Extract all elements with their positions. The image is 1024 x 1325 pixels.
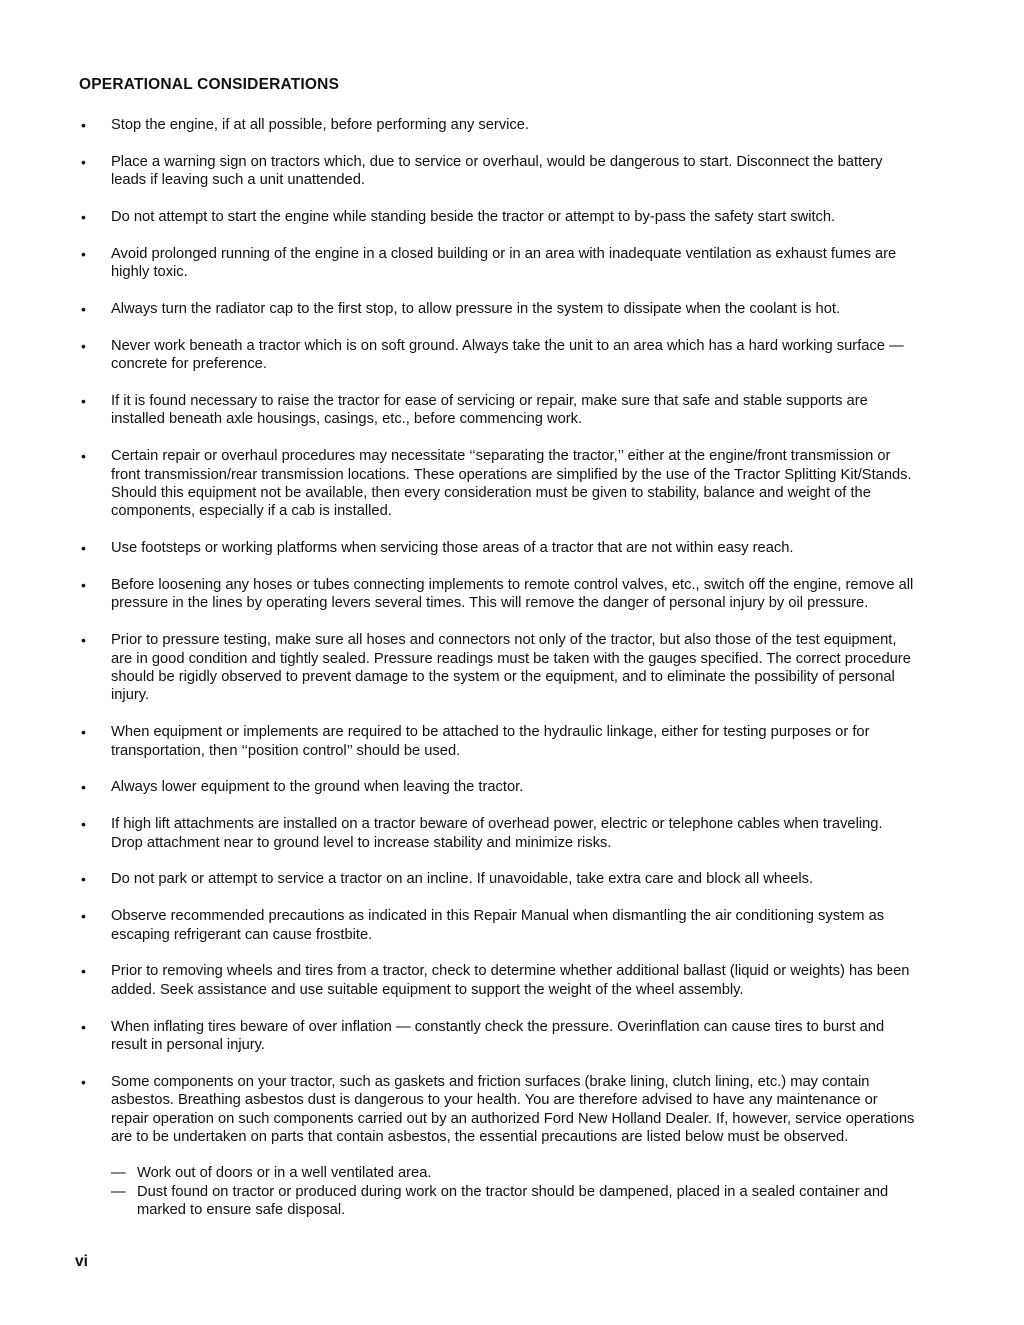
bullet-icon: • (81, 779, 86, 796)
list-item (78, 1073, 918, 1220)
sub-list-item-text: Work out of doors or in a well ventilated area. (137, 1165, 432, 1182)
list-item-text: If it is found necessary to raise the tractor for ease of servicing or repair, make sure that safe and stable supports are installed beneath axle housings, casings, etc., before commencing work. (111, 393, 868, 428)
bullet-icon: • (81, 117, 86, 133)
bullet-icon: • (81, 908, 86, 925)
list-item (78, 208, 918, 226)
dash-icon: — (111, 1165, 126, 1182)
list-item-text: Use footsteps or working platforms when servicing those areas of a tractor that are not within easy reach. (111, 540, 794, 557)
list-item (78, 1018, 918, 1055)
list-item-text: Prior to removing wheels and tires from a tractor, check to determine whether additional ballast (liquid or weights) has been added. Seek assistance and use suitable equipment to support the weight of the wheel assembly. (111, 963, 910, 998)
bullet-icon: • (81, 301, 86, 317)
list-item (78, 447, 918, 521)
bullet-icon: • (81, 1073, 86, 1090)
bullet-icon: • (81, 337, 86, 354)
list-item (78, 631, 918, 705)
list-item-text: Always lower equipment to the ground when leaving the tractor. (111, 779, 524, 796)
list-item (78, 116, 918, 134)
bullet-icon: • (81, 393, 86, 409)
list-item-text: Place a warning sign on tractors which, due to service or overhaul, would be dangerous to start. Disconnect the battery leads if leaving such a unit unattended. (111, 153, 883, 189)
list-item-text: If high lift attachments are installed on a tractor beware of overhead power, electric or telephone cables when traveling. Drop attachment near to ground level to increase stability and minimize risks. (111, 816, 883, 851)
list-item (78, 907, 918, 944)
asbestos-precautions-list (111, 1164, 918, 1219)
list-item-text: Always turn the radiator cap to the first stop, to allow pressure in the system to dissipate when the coolant is hot. (111, 301, 841, 317)
list-item-text: Observe recommended precautions as indicated in this Repair Manual when dismantling the air conditioning system as escaping refrigerant can cause frostbite. (111, 908, 885, 943)
sub-list-item (111, 1164, 918, 1182)
list-item (78, 962, 918, 999)
list-item (78, 539, 918, 557)
list-item (78, 153, 918, 190)
list-item-text: Certain repair or overhaul procedures may necessitate ‘‘separating the tractor,’’ either at the engine/front transmission or front transmission/rear transmission locations. These operations are simplified by the use of the Tractor Splitting Kit/Stands. Should this equipment not be available, then every consideration must be given to stability, balance and weight of the components, especially if a cab is installed. (111, 448, 912, 520)
list-item (78, 778, 918, 796)
list-item (78, 870, 918, 888)
page-title: OPERATIONAL CONSIDERATIONS (79, 76, 340, 93)
list-item (78, 300, 918, 318)
list-item-text: Before loosening any hoses or tubes connecting implements to remote control valves, etc., switch off the engine, remove all pressure in the lines by operating levers several times. This will remove the danger of personal injury by oil pressure. (111, 577, 914, 612)
list-item-text: When inflating tires beware of over inflation — constantly check the pressure. Overinflation can cause tires to burst and result in personal injury. (111, 1018, 885, 1054)
list-item (78, 723, 918, 760)
bullet-icon: • (81, 871, 86, 888)
list-item-text: Do not attempt to start the engine while standing beside the tractor or attempt to by-pass the safety start switch. (111, 209, 836, 225)
list-item-text: Prior to pressure testing, make sure all hoses and connectors not only of the tractor, but also those of the test equipment, are in good condition and tightly sealed. Pressure readings must be taken with the gauges specified. The correct procedure should be rigidly observed to prevent damage to the system or the equipment, and to eliminate the possibility of personal injury. (111, 632, 911, 704)
safety-bullet-list (78, 116, 918, 1238)
bullet-icon: • (81, 245, 86, 262)
bullet-icon: • (81, 1018, 86, 1035)
list-item-text: Never work beneath a tractor which is on soft ground. Always take the unit to an area which has a hard working surface — concrete for preference. (111, 337, 904, 373)
bullet-icon: • (81, 632, 86, 649)
bullet-icon: • (81, 540, 86, 557)
bullet-icon: • (81, 448, 86, 465)
page-number: vi (75, 1253, 88, 1270)
list-item-text: When equipment or implements are required to be attached to the hydraulic linkage, either for testing purposes or for transportation, then ‘‘position control’’ should be used. (111, 724, 870, 759)
list-item-text: Some components on your tractor, such as gaskets and friction surfaces (brake lining, clutch lining, etc.) may contain asbestos. Breathing asbestos dust is dangerous to your health. You are therefore advised to have any maintenance or repair operation on such components carried out by an authorized Ford New Holland Dealer. If, however, service operations are to be undertaken on parts that contain asbestos, the essential precautions are listed below must be observed. (111, 1073, 915, 1146)
dash-icon: — (111, 1183, 126, 1200)
list-item-text: Avoid prolonged running of the engine in a closed building or in an area with inadequate ventilation as exhaust fumes are highly toxic. (111, 245, 897, 281)
list-item-text: Stop the engine, if at all possible, before performing any service. (111, 117, 530, 133)
list-item (78, 576, 918, 613)
list-item-text: Do not park or attempt to service a tractor on an incline. If unavoidable, take extra care and block all wheels. (111, 871, 814, 888)
list-item (78, 815, 918, 852)
sub-list-item-text: Dust found on tractor or produced during work on the tractor should be dampened, placed in a sealed container and marked to ensure safe disposal. (137, 1183, 889, 1219)
list-item (78, 245, 918, 282)
bullet-icon: • (81, 816, 86, 833)
list-item (78, 337, 918, 374)
bullet-icon: • (81, 963, 86, 980)
bullet-icon: • (81, 153, 86, 170)
bullet-icon: • (81, 724, 86, 741)
sub-list-item (111, 1183, 918, 1220)
bullet-icon: • (81, 577, 86, 594)
bullet-icon: • (81, 209, 86, 225)
list-item (78, 392, 918, 429)
